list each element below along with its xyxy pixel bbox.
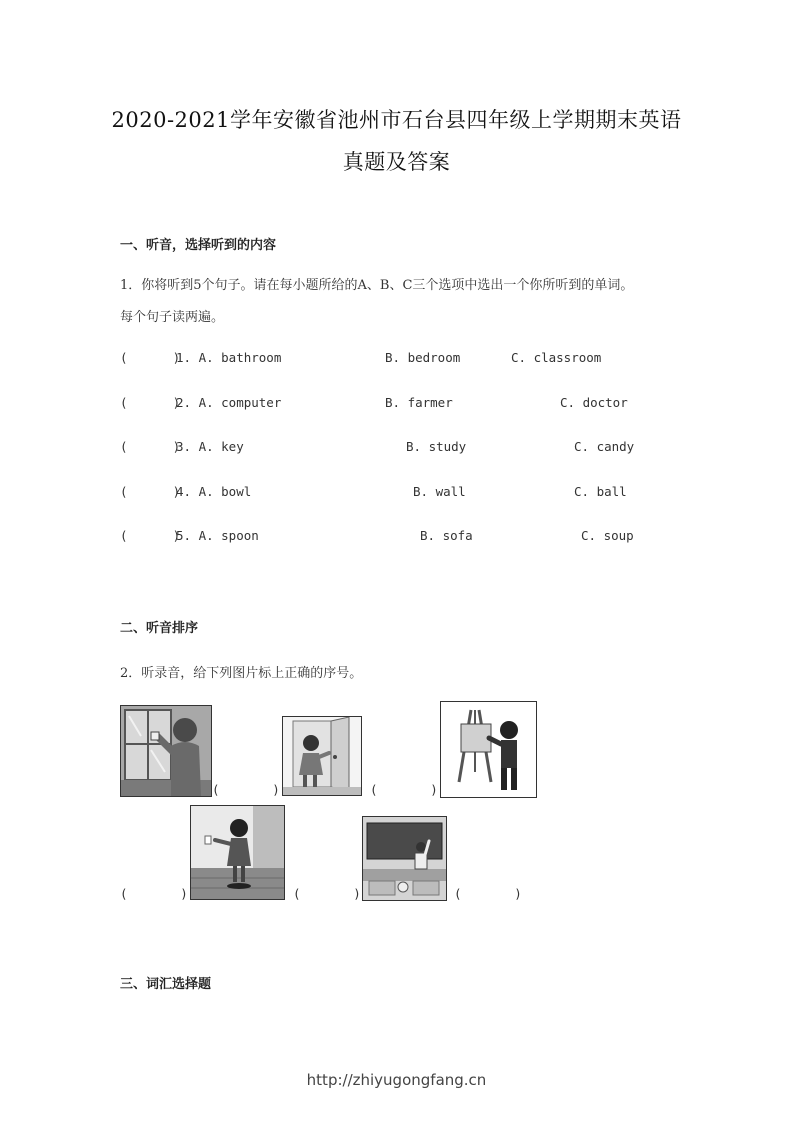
question-option-c: C. classroom bbox=[511, 350, 602, 365]
answer-blank[interactable]: ( ) bbox=[293, 886, 361, 901]
answer-blank[interactable]: ( ) bbox=[454, 886, 522, 901]
answer-blank[interactable]: ( ) bbox=[370, 782, 438, 797]
answer-blank[interactable]: ( ) bbox=[120, 439, 181, 454]
question-option-b: B. bedroom bbox=[385, 350, 461, 365]
instruction-line: 1．你将听到5个句子。请在每小题所给的A、B、C三个选项中选出一个你所听到的单词。 bbox=[120, 278, 634, 293]
question-option-c: C. soup bbox=[581, 528, 634, 543]
cleaning-board-picture bbox=[362, 816, 447, 901]
question-option-c: C. ball bbox=[574, 484, 627, 499]
question-option-a: 4. A. bowl bbox=[176, 484, 252, 499]
cleaning-window-picture bbox=[120, 705, 212, 797]
section-heading-listen-choose: 一、听音，选择听到的内容 bbox=[120, 238, 277, 253]
question-option-a: 3. A. key bbox=[176, 439, 244, 454]
question-option-a: 1. A. bathroom bbox=[176, 350, 282, 365]
instruction-line: 2．听录音，给下列图片标上正确的序号。 bbox=[120, 666, 363, 681]
instruction-line: 每个句子读两遍。 bbox=[120, 310, 225, 325]
answer-blank[interactable]: ( ) bbox=[120, 886, 188, 901]
footer-url[interactable]: http://zhiyugongfang.cn bbox=[306, 1071, 487, 1089]
answer-blank[interactable]: ( ) bbox=[120, 528, 181, 543]
section-heading-listen-order: 二、听音排序 bbox=[120, 621, 199, 636]
question-option-b: B. farmer bbox=[385, 395, 453, 410]
page-title: 2020-2021学年安徽省池州市石台县四年级上学期期末英语 bbox=[111, 108, 682, 132]
question-option-b: B. study bbox=[406, 439, 467, 454]
page-title-line2: 真题及答案 bbox=[342, 150, 451, 174]
question-option-b: B. sofa bbox=[420, 528, 473, 543]
section-heading-vocabulary: 三、词汇选择题 bbox=[120, 977, 212, 992]
answer-blank[interactable]: ( ) bbox=[120, 350, 181, 365]
question-option-a: 2. A. computer bbox=[176, 395, 282, 410]
answer-blank[interactable]: ( ) bbox=[120, 395, 181, 410]
turning-on-light-picture bbox=[190, 805, 285, 900]
question-option-c: C. doctor bbox=[560, 395, 628, 410]
question-option-b: B. wall bbox=[413, 484, 466, 499]
painting-easel-picture bbox=[440, 701, 537, 798]
answer-blank[interactable]: ( ) bbox=[212, 782, 280, 797]
opening-door-picture bbox=[282, 716, 362, 796]
answer-blank[interactable]: ( ) bbox=[120, 484, 181, 499]
question-option-a: 5. A. spoon bbox=[176, 528, 259, 543]
question-option-c: C. candy bbox=[574, 439, 635, 454]
